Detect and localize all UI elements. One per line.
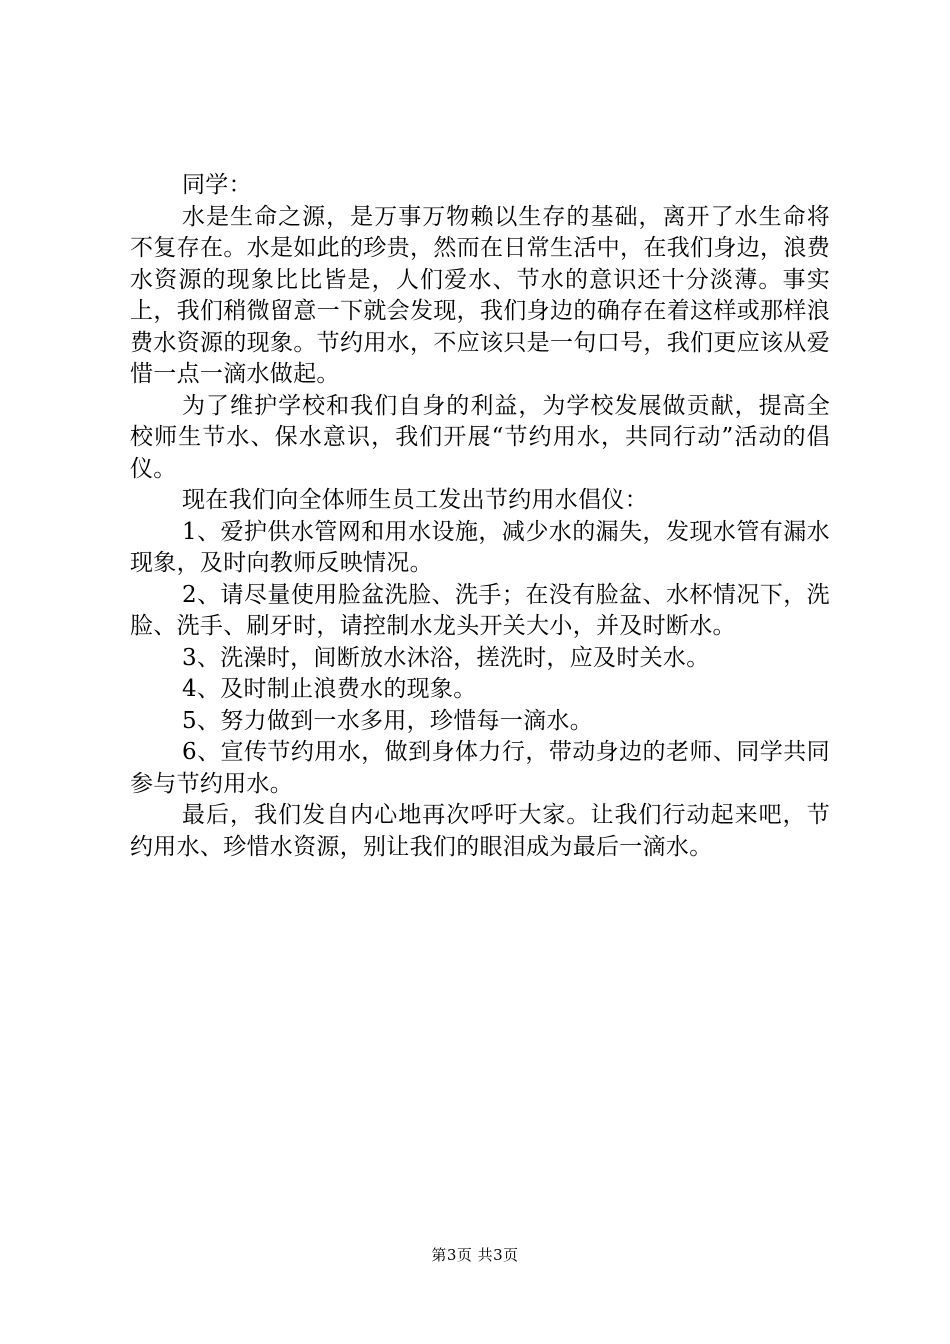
paragraph-intro: 水是生命之源，是万事万物赖以生存的基础，离开了水生命将不复存在。水是如此的珍贵，然而在日常生活中，在我们身边，浪费水资源的现象比比皆是，人们爱水、节水的意识还十分淡薄。事实上，我们稍微留意一下就会发现，我们身边的确存在着这样或那样浪费水资源的现象。节约用水，不应该只是一句口号，我们更应该从爱惜一点一滴水做起。	[130, 203, 830, 387]
paragraph-purpose: 为了维护学校和我们自身的利益，为学校发展做贡献，提高全校师生节水、保水意识，我们开展“节约用水，共同行动”活动的倡仪。	[130, 392, 830, 482]
proposal-item-6: 6、宣传节约用水，做到身体力行，带动身边的老师、同学共同参与节约用水。	[130, 739, 830, 797]
paragraph-proposal-lead: 现在我们向全体师生员工发出节约用水倡仪：	[182, 487, 648, 513]
proposal-item-3: 3、洗澡时，间断放水沐浴，搓洗时，应及时关水。	[182, 644, 710, 671]
proposal-item-5: 5、努力做到一水多用，珍惜每一滴水。	[182, 707, 594, 734]
proposal-item-2: 2、请尽量使用脸盆洗脸、洗手；在没有脸盆、水杯情况下，洗脸、洗手、刷牙时，请控制水龙头开关大小，并及时断水。	[130, 581, 830, 639]
page-number-footer: 第3页 共3页	[431, 1246, 519, 1264]
greeting: 同学：	[182, 172, 252, 198]
closing-paragraph: 最后，我们发自内心地再次呼吁大家。让我们行动起来吧，节约用水、珍惜水资源，别让我们的眼泪成为最后一滴水。	[130, 802, 830, 860]
document-body	[130, 170, 830, 863]
proposal-item-4: 4、及时制止浪费水的现象。	[182, 676, 477, 702]
proposal-item-1: 1、爱护供水管网和用水设施，减少水的漏失，发现水管有漏水现象，及时向教师反映情况。	[130, 518, 830, 576]
